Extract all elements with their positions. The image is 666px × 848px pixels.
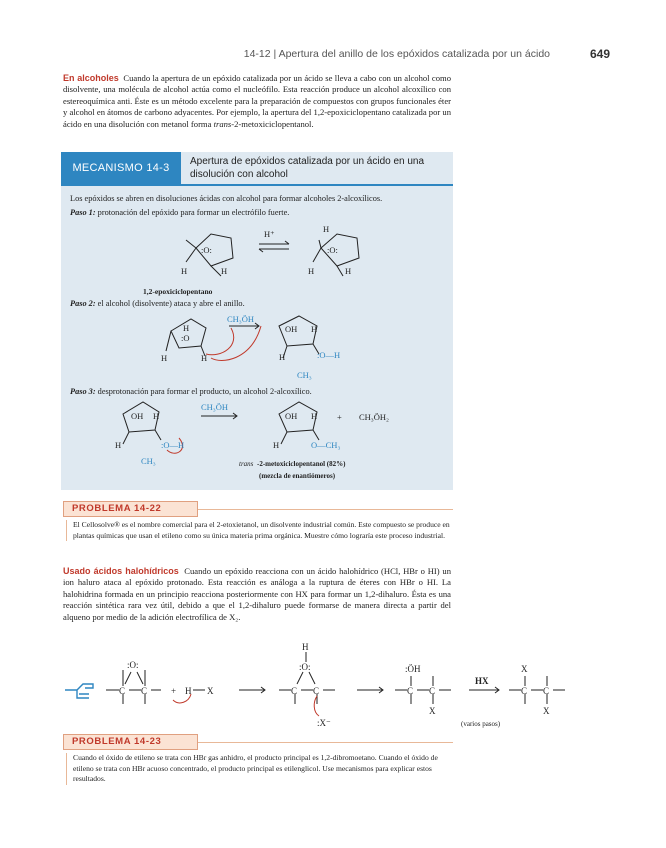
protonated-epoxide [313, 234, 359, 276]
svg-text:trans: trans [239, 460, 254, 468]
svg-text:OH: OH [285, 411, 298, 421]
step1-label: Paso 1: [70, 208, 96, 217]
svg-text:C: C [141, 686, 148, 696]
svg-text:H: H [153, 411, 160, 421]
halohydric-paragraph [63, 566, 451, 623]
step3-methanol: CH₃ÖH [201, 402, 229, 412]
svg-text:X: X [521, 664, 528, 674]
page-number: 649 [589, 47, 610, 61]
mechanism-title: Apertura de epóxidos catalizada por un ácido en una disolución con alcohol [190, 156, 425, 180]
svg-text:H: H [221, 266, 228, 276]
epoxide-name: 1,2-epoxiciclopentano [143, 287, 213, 296]
svg-text:H: H [311, 324, 318, 334]
svg-text:H: H [273, 440, 280, 450]
problem-23-label: PROBLEMA 14-23 [63, 734, 198, 750]
problem-22-rule [198, 509, 453, 510]
svg-text:H: H [161, 353, 168, 363]
problem-22-label: PROBLEMA 14-22 [63, 501, 198, 517]
svg-text::O—H: :O—H [317, 350, 341, 360]
product-note: (mezcla de enantiómeros) [259, 472, 336, 480]
svg-text:H: H [323, 224, 330, 234]
svg-text::O:: :O: [201, 245, 212, 255]
mechanism-tab: MECANISMO 14-3 [61, 152, 181, 184]
halohydric-text: Cuando un epóxido reacciona con un ácido halohídrico (HCl, HBr o HI) un ion haluro ataca al epóxido protonado. Esta reacción es análoga a la ruptura de éteres con HBr o HI. La halohidrina formada en un principio reacciona posteriormente con HX para formar un 1,2-dihaluro. Ésta es una reacción sintética rara vez útil, debido a que el 1,2-dihaluro puede formarse de manera directa a partir del alqueno por medio de la adición electrofílica de X₂. [63, 566, 451, 622]
svg-text:H: H [201, 353, 208, 363]
svg-text:OH: OH [131, 411, 144, 421]
mechanism-intro: Los epóxidos se abren en disoluciones ácidas con alcohol para formar alcoholes 2-alcoxílicos. [70, 194, 383, 203]
mechanism-diagram [61, 186, 453, 490]
svg-text:X: X [429, 706, 436, 716]
step2-text: el alcohol (disolvente) ataca y abre el anillo. [97, 299, 245, 308]
svg-text::O: :O [181, 333, 190, 343]
halohydric-lead: Usado ácidos halohídricos [63, 566, 179, 576]
svg-text:H⁺: H⁺ [264, 229, 275, 239]
svg-text:H: H [345, 266, 352, 276]
svg-text:CH₃: CH₃ [141, 456, 156, 466]
svg-text:+: + [337, 412, 342, 422]
svg-text:X: X [207, 686, 214, 696]
alcoholes-paragraph [63, 73, 451, 130]
svg-text:C: C [313, 686, 320, 696]
step2-label: Paso 2: [70, 299, 96, 308]
svg-text:H: H [279, 352, 286, 362]
svg-text:H: H [185, 686, 192, 696]
problem-22-text: El Cellosolve® es el nombre comercial para el 2-etoxietanol, un disolvente industrial común. Este compuesto se produce en plantas químicas que usan el etileno como su única materia prima orgánica. Muestre cómo lograría este proceso industrial. [66, 520, 457, 541]
problem-23-text: Cuando el óxido de etileno se trata con HBr gas anhidro, el producto principal es 1,2-dibromoetano. Cuando el óxido de etileno se trata con HBr acuoso concentrado, el producto principal es etilenglicol. Use mecanismos para explicar estos resultados. [66, 753, 457, 785]
svg-text:C: C [543, 686, 550, 696]
hx-reagent: HX [475, 676, 489, 686]
svg-text:H: H [181, 266, 188, 276]
svg-text:O—CH₃: O—CH₃ [311, 440, 341, 450]
svg-text:H: H [308, 266, 315, 276]
alcoholes-tail: -2-metoxiciclopentanol. [231, 118, 314, 129]
section-title: 14-12 | Apertura del anillo de los epóxidos catalizada por un ácido [243, 48, 550, 60]
step2-methanol: CH₃ÖH [227, 314, 255, 324]
svg-text:C: C [119, 686, 126, 696]
svg-text:X: X [543, 706, 550, 716]
svg-text::X⁻: :X⁻ [317, 718, 331, 728]
svg-text:C: C [429, 686, 436, 696]
svg-text:+: + [171, 686, 177, 696]
step1-text: protonación del epóxido para formar un electrófilo fuerte. [97, 208, 290, 217]
svg-text:C: C [291, 686, 298, 696]
svg-text::O:: :O: [299, 662, 311, 672]
hand-pointer-icon [65, 684, 93, 698]
svg-text:H: H [302, 642, 309, 652]
step3-label: Paso 3: [70, 387, 96, 396]
svg-text::O—H: :O—H [161, 440, 185, 450]
alcoholes-text: Cuando la apertura de un epóxido catalizada por un ácido se lleva a cabo con un alcohol como disolvente, una molécula de alcohol actúa como el nucleófilo. Esta reacción produce un alcohol alcoxílico con estereoquímica anti. Éste es un método excelente para la preparación de compuestos con grupos funcionales éter y alcohol en átomos de carbono adyacentes. Por ejemplo, la apertura del 1,2-epoxiciclopentano catalizada por un ácido en una disolución con metanol forma [63, 73, 451, 129]
svg-text::ÖH: :ÖH [405, 664, 421, 674]
step3-product [279, 402, 319, 444]
svg-text:C: C [407, 686, 414, 696]
svg-text::O:: :O: [327, 245, 338, 255]
step3-reactant [123, 402, 161, 444]
svg-text:OH: OH [285, 324, 298, 334]
running-header [0, 48, 640, 66]
svg-text:H: H [183, 323, 190, 333]
alcoholes-italic: trans [213, 118, 232, 129]
svg-text::O:: :O: [127, 660, 139, 670]
svg-text:C: C [521, 686, 528, 696]
alcoholes-lead: En alcoholes [63, 73, 119, 83]
step3-byproduct: CH₃ÖH₂ [359, 412, 390, 422]
halohydric-scheme [61, 640, 581, 732]
steps-note: (varios pasos) [461, 720, 501, 728]
problem-23-rule [198, 742, 453, 743]
svg-text:H: H [311, 411, 318, 421]
svg-text:H: H [115, 440, 122, 450]
step3-text: desprotonación para formar el producto, un alcohol 2-alcoxílico. [97, 387, 312, 396]
svg-text:CH₃: CH₃ [297, 370, 312, 380]
product-name: -2-metoxiciclopentanol (82%) [257, 460, 346, 468]
